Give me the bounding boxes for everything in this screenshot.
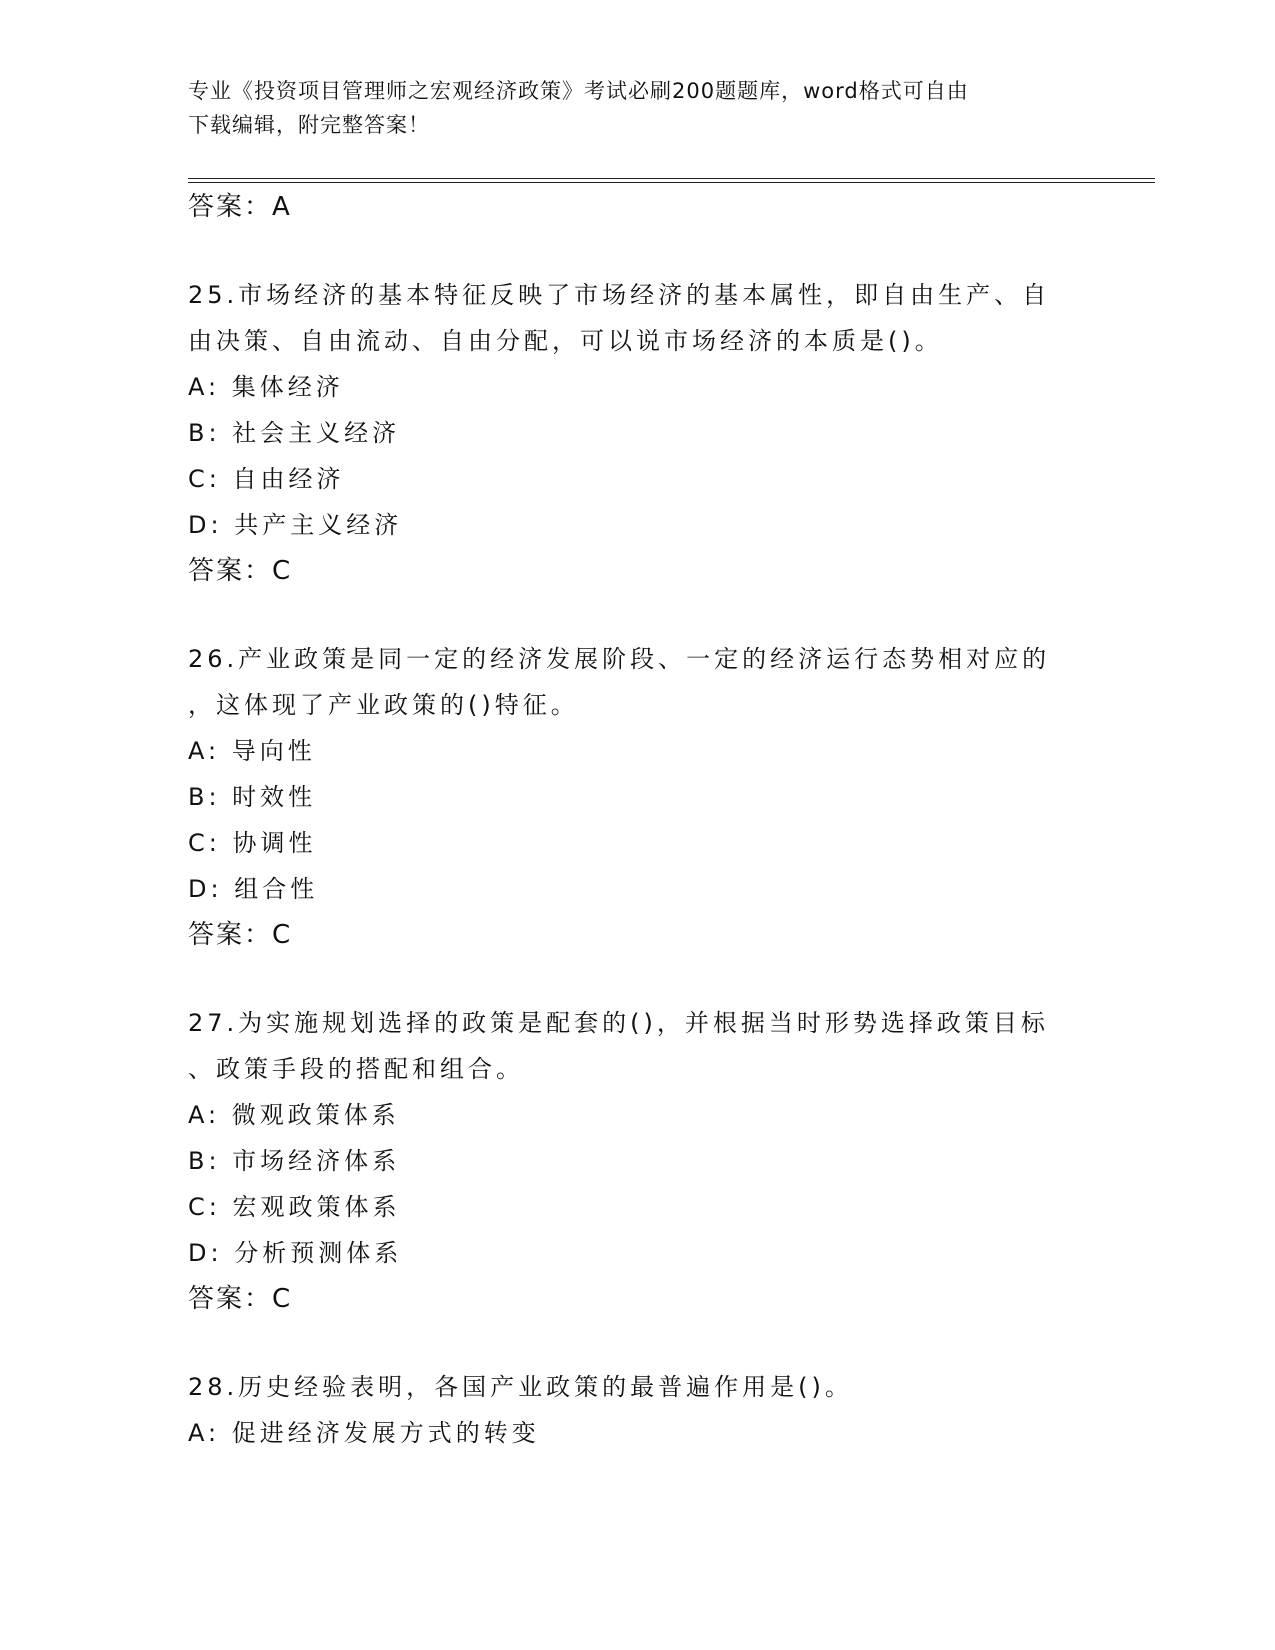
option-c: C: 协调性 <box>188 829 317 857</box>
question-text-line: 28.历史经验表明，各国产业政策的最普遍作用是()。 <box>188 1373 853 1401</box>
document-header <box>188 74 1068 142</box>
option-a: A: 促进经济发展方式的转变 <box>188 1419 540 1447</box>
header-rule-bottom <box>188 182 1155 183</box>
option-d: D: 分析预测体系 <box>188 1239 403 1267</box>
answer-line: 答案：C <box>188 920 293 950</box>
question-text-line: ，这体现了产业政策的()特征。 <box>188 691 579 719</box>
question-text-line: 26.产业政策是同一定的经济发展阶段、一定的经济运行态势相对应的 <box>188 645 1051 673</box>
option-a: A: 集体经济 <box>188 373 344 401</box>
answer-line: 答案：A <box>188 192 292 222</box>
question-text-line: 、政策手段的搭配和组合。 <box>188 1055 524 1083</box>
content <box>188 184 1088 1456</box>
question-28 <box>188 1364 1088 1456</box>
header-line-1: 专业《投资项目管理师之宏观经济政策》考试必刷200题题库，word格式可自由 <box>188 79 969 103</box>
header-line-2: 下载编辑，附完整答案！ <box>188 113 430 137</box>
option-b: B: 社会主义经济 <box>188 419 401 447</box>
question-26 <box>188 636 1088 958</box>
question-text-line: 由决策、自由流动、自由分配，可以说市场经济的本质是()。 <box>188 327 943 355</box>
option-d: D: 共产主义经济 <box>188 511 403 539</box>
option-b: B: 时效性 <box>188 783 317 811</box>
option-a: A: 导向性 <box>188 737 316 765</box>
answer-line: 答案：C <box>188 556 293 586</box>
option-d: D: 组合性 <box>188 875 319 903</box>
option-c: C: 宏观政策体系 <box>188 1193 401 1221</box>
option-a: A: 微观政策体系 <box>188 1101 400 1129</box>
answer-line: 答案：C <box>188 1284 293 1314</box>
question-25 <box>188 272 1088 594</box>
header-rule-top <box>188 178 1155 179</box>
question-text-line: 27.为实施规划选择的政策是配套的()，并根据当时形势选择政策目标 <box>188 1009 1049 1037</box>
option-b: B: 市场经济体系 <box>188 1147 401 1175</box>
option-c: C: 自由经济 <box>188 465 345 493</box>
question-27 <box>188 1000 1088 1322</box>
question-text-line: 25.市场经济的基本特征反映了市场经济的基本属性，即自由生产、自 <box>188 281 1051 309</box>
